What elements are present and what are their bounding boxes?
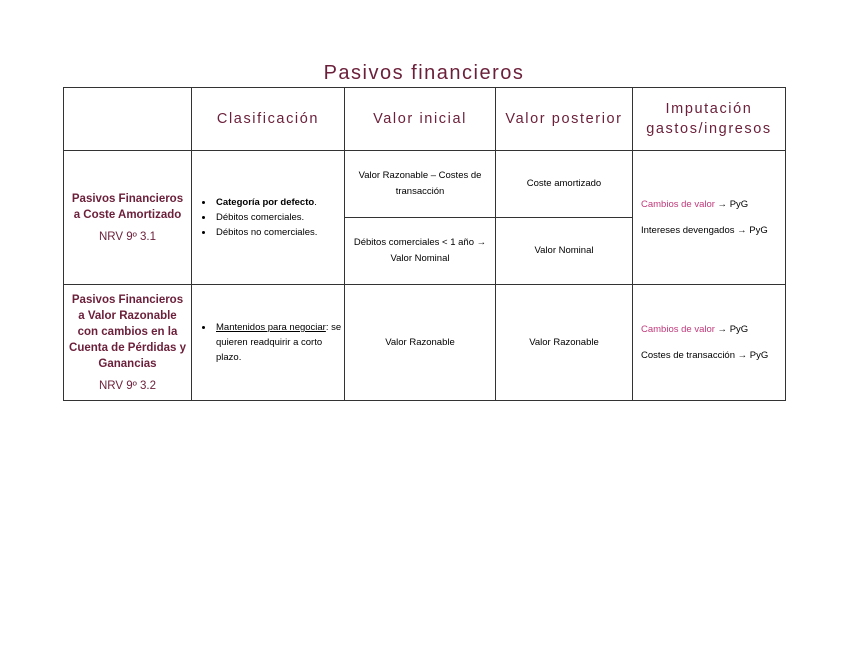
list-item-underlined: Mantenidos para negociar <box>216 322 326 333</box>
header-empty-cell <box>64 88 192 151</box>
row2-valor-posterior: Valor Razonable <box>496 285 633 401</box>
row2-imputacion-cell <box>633 285 786 401</box>
imputacion-highlight: Cambios de valor <box>641 323 715 335</box>
row1-clasificacion-cell <box>192 151 345 285</box>
row2-name-cell <box>64 285 192 401</box>
list-item <box>214 320 344 365</box>
list-item-bold: Categoría por defecto <box>216 197 315 208</box>
table-row <box>64 151 786 218</box>
pasivos-table <box>63 87 786 401</box>
table-row <box>64 285 786 401</box>
imputacion-rest: → PyG <box>714 323 749 335</box>
row2-imputacion-1 <box>641 323 777 337</box>
row1-clasificacion-list <box>192 195 344 240</box>
row1-name: Pasivos Financieros a Coste Amortizado <box>71 192 184 221</box>
header-imputacion-line2: gastos/ingresos <box>646 121 772 137</box>
page-title: Pasivos financieros <box>323 62 525 84</box>
header-valor-posterior: Valor posterior <box>496 88 633 151</box>
row1-valor-posterior-b: Valor Nominal <box>496 218 633 285</box>
row2-clasificacion-cell <box>192 285 345 401</box>
list-item <box>214 195 344 210</box>
row2-clasificacion-list <box>192 320 344 365</box>
row1-name-cell <box>64 151 192 285</box>
list-item: • Débitos no comerciales. <box>214 225 344 240</box>
row2-valor-inicial: Valor Razonable <box>345 285 496 401</box>
row1-imputacion-1 <box>641 198 777 212</box>
row1-valor-posterior-a: Coste amortizado <box>496 151 633 218</box>
row2-imputacion-2: Costes de transacción → PyG <box>641 349 769 361</box>
header-row <box>64 88 786 151</box>
row2-nrv: NRV 9º 3.2 <box>98 379 157 392</box>
row2-name: Pasivos Financieros a Valor Razonable con cambios en la Cuenta de Pérdidas y Ganancias <box>69 293 186 370</box>
list-item-rest: : se quieren readquirir a corto plazo. <box>216 322 342 363</box>
header-imputacion <box>633 88 786 151</box>
list-item-rest: . <box>314 197 317 208</box>
header-clasificacion: Clasificación <box>192 88 345 151</box>
row1-valor-inicial-a: Valor Razonable – Costes de transacción <box>345 151 496 218</box>
imputacion-rest: → PyG <box>714 198 749 210</box>
row1-nrv: NRV 9º 3.1 <box>98 230 157 243</box>
row1-valor-inicial-b: Débitos comerciales < 1 año → Valor Nominal <box>345 218 496 285</box>
imputacion-highlight: Cambios de valor <box>641 198 715 210</box>
row1-imputacion-cell <box>633 151 786 285</box>
row1-imputacion-2: Intereses devengados → PyG <box>641 224 768 236</box>
header-imputacion-line1: Imputación <box>665 101 753 117</box>
header-valor-inicial: Valor inicial <box>345 88 496 151</box>
list-item: • Débitos comerciales. <box>214 210 344 225</box>
